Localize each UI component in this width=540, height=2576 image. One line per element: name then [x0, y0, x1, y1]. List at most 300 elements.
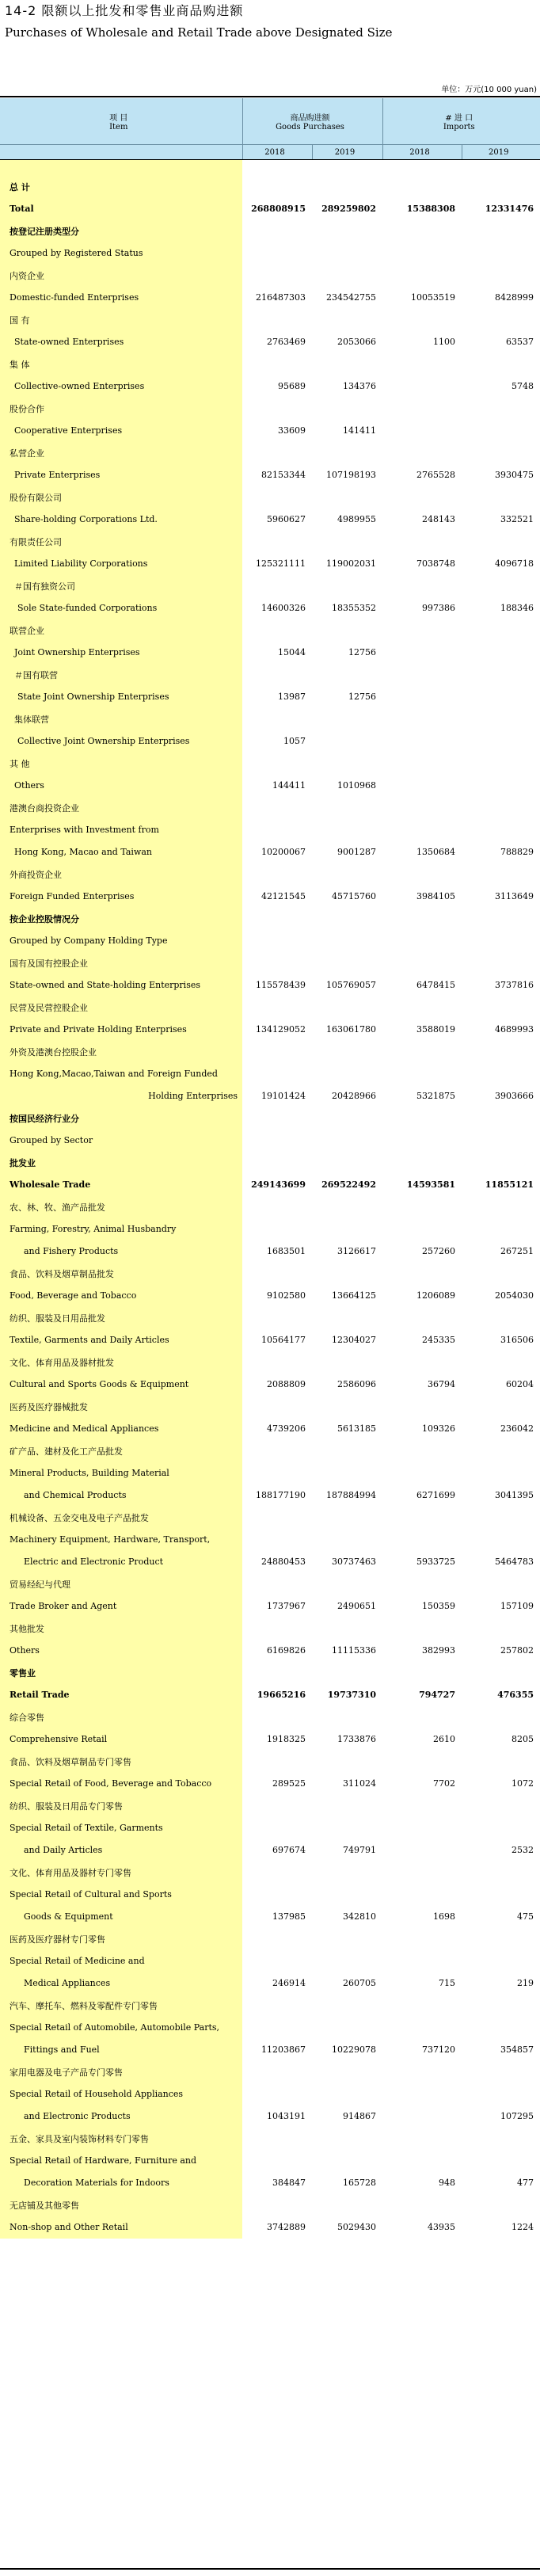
row-value: 997386 [382, 597, 462, 619]
row-value: 10229078 [312, 2039, 382, 2061]
row-value [462, 819, 540, 841]
table-row [0, 2172, 540, 2194]
table-row [0, 1484, 540, 1507]
table-row [0, 575, 540, 597]
row-value [242, 1706, 312, 1728]
row-value [382, 996, 462, 1019]
row-value [312, 2017, 382, 2039]
row-value [462, 930, 540, 952]
row-value [462, 1884, 540, 1906]
row-value: 188346 [462, 597, 540, 619]
row-value [242, 1529, 312, 1551]
row-value [382, 1041, 462, 1063]
table-row [0, 930, 540, 952]
spacer-row [0, 160, 540, 176]
row-value: 134376 [312, 375, 382, 398]
table-row [0, 464, 540, 486]
row-value: 3126617 [312, 1240, 382, 1263]
row-label: 港澳台商投资企业 [0, 797, 242, 819]
row-value [382, 686, 462, 708]
row-value [242, 1950, 312, 1972]
row-value [462, 642, 540, 664]
row-label: 农、林、牧、渔产品批发 [0, 1196, 242, 1218]
table-row [0, 1862, 540, 1884]
row-value: 749791 [312, 1839, 382, 1862]
row-value: 36794 [382, 1374, 462, 1396]
table-row [0, 730, 540, 753]
row-value: 1683501 [242, 1240, 312, 1263]
row-value: 11115336 [312, 1640, 382, 1662]
row-value [382, 664, 462, 686]
row-value: 1918325 [242, 1728, 312, 1751]
table-row [0, 1972, 540, 1995]
row-value [462, 730, 540, 753]
row-value: 697674 [242, 1839, 312, 1862]
row-label: 纺织、服装及日用品专门零售 [0, 1795, 242, 1817]
table-row [0, 775, 540, 797]
row-label: 总 计 [0, 176, 242, 198]
header-year: 2019 [312, 145, 382, 160]
row-value [382, 952, 462, 974]
table-row [0, 1595, 540, 1618]
row-value: 165728 [312, 2172, 382, 2194]
row-value: 15044 [242, 642, 312, 664]
row-label: ＃国有独资公司 [0, 575, 242, 597]
row-value [312, 930, 382, 952]
row-label: Wholesale Trade [0, 1174, 242, 1196]
row-value [312, 819, 382, 841]
row-label: 联营企业 [0, 619, 242, 642]
row-value: 2088809 [242, 1374, 312, 1396]
row-value [462, 220, 540, 242]
title-block [5, 3, 535, 41]
row-value [382, 2083, 462, 2105]
row-value: 267251 [462, 1240, 540, 1263]
row-label: 股份有限公司 [0, 486, 242, 509]
row-value: 9102580 [242, 1285, 312, 1307]
table-row [0, 1263, 540, 1285]
table-row [0, 1019, 540, 1041]
row-value: 150359 [382, 1595, 462, 1618]
row-value [462, 398, 540, 420]
table-row [0, 265, 540, 287]
row-value [312, 1995, 382, 2017]
row-value: 354857 [462, 2039, 540, 2061]
row-value [242, 242, 312, 265]
table-row [0, 2105, 540, 2128]
table-row [0, 1507, 540, 1529]
row-value [242, 1884, 312, 1906]
row-value [312, 797, 382, 819]
row-value: 2490651 [312, 1595, 382, 1618]
row-label: 文化、体育用品及器材批发 [0, 1351, 242, 1374]
row-value: 10053519 [382, 287, 462, 309]
row-value [382, 1396, 462, 1418]
header-item [0, 98, 242, 145]
row-label: 按登记注册类型分 [0, 220, 242, 242]
row-value [382, 1662, 462, 1684]
table-row [0, 642, 540, 664]
table-row [0, 1440, 540, 1462]
table-row [0, 220, 540, 242]
row-value: 6478415 [382, 974, 462, 996]
row-label: 私营企业 [0, 442, 242, 464]
row-value: 3737816 [462, 974, 540, 996]
table-row [0, 1329, 540, 1351]
row-value: 137985 [242, 1906, 312, 1928]
row-value [462, 1862, 540, 1884]
row-value [312, 1795, 382, 1817]
row-value [242, 2061, 312, 2083]
row-value: 1010968 [312, 775, 382, 797]
row-label: 文化、体育用品及器材专门零售 [0, 1862, 242, 1884]
row-label: 股份合作 [0, 398, 242, 420]
row-value [382, 642, 462, 664]
row-value [462, 1928, 540, 1950]
row-value [242, 486, 312, 509]
row-value: 5960627 [242, 509, 312, 531]
row-label: Total [0, 198, 242, 220]
row-value [242, 442, 312, 464]
row-value [462, 1307, 540, 1329]
table-row [0, 1085, 540, 1107]
table-row [0, 1573, 540, 1595]
row-value [382, 265, 462, 287]
row-value: 187884994 [312, 1484, 382, 1507]
table-row [0, 1396, 540, 1418]
row-value: 737120 [382, 2039, 462, 2061]
table-row [0, 952, 540, 974]
table-row [0, 486, 540, 509]
row-label: State-owned Enterprises [0, 331, 242, 353]
row-value [462, 353, 540, 375]
row-value: 20428966 [312, 1085, 382, 1107]
row-value: 475 [462, 1906, 540, 1928]
row-value: 715 [382, 1972, 462, 1995]
row-value [462, 242, 540, 265]
table-row [0, 1618, 540, 1640]
row-value: 5613185 [312, 1418, 382, 1440]
row-value: 3041395 [462, 1484, 540, 1507]
row-value [382, 1884, 462, 1906]
row-value [312, 1152, 382, 1174]
row-value [312, 1862, 382, 1884]
table-row [0, 1706, 540, 1728]
header-item-en: Item [109, 123, 128, 131]
row-value [312, 1573, 382, 1595]
row-label: Non-shop and Other Retail [0, 2216, 242, 2239]
row-value: 13664125 [312, 1285, 382, 1307]
table-row [0, 841, 540, 863]
row-value [382, 1507, 462, 1529]
row-label: Special Retail of Medicine and [0, 1950, 242, 1972]
row-label: Machinery Equipment, Hardware, Transport, [0, 1529, 242, 1551]
row-value: 14593581 [382, 1174, 462, 1196]
row-value [312, 1817, 382, 1839]
row-label: 外资及港澳台控股企业 [0, 1041, 242, 1063]
row-value [382, 708, 462, 730]
table-row [0, 1174, 540, 1196]
row-label: Cooperative Enterprises [0, 420, 242, 442]
row-value [242, 575, 312, 597]
row-value: 2765528 [382, 464, 462, 486]
row-value [242, 1307, 312, 1329]
row-value: 188177190 [242, 1484, 312, 1507]
row-value: 125321111 [242, 553, 312, 575]
row-value: 4689993 [462, 1019, 540, 1041]
row-value [242, 863, 312, 886]
row-value [242, 819, 312, 841]
row-value [462, 1795, 540, 1817]
row-value [382, 1862, 462, 1884]
row-value: 3113649 [462, 886, 540, 908]
row-label: 其他批发 [0, 1618, 242, 1640]
row-value [242, 1751, 312, 1773]
row-value [312, 1884, 382, 1906]
row-value [382, 2150, 462, 2172]
row-value [312, 2128, 382, 2150]
row-value: 2053066 [312, 331, 382, 353]
row-label: Sole State-funded Corporations [0, 597, 242, 619]
row-value [242, 1041, 312, 1063]
row-label: 民营及民营控股企业 [0, 996, 242, 1019]
row-value: 269522492 [312, 1174, 382, 1196]
row-value [242, 1862, 312, 1884]
row-value [312, 1107, 382, 1130]
row-value [382, 1152, 462, 1174]
row-label: Private Enterprises [0, 464, 242, 486]
row-value [462, 265, 540, 287]
row-value [242, 952, 312, 974]
row-value [462, 531, 540, 553]
row-label: Mineral Products, Building Material [0, 1462, 242, 1484]
table-row [0, 1684, 540, 1706]
table-row [0, 1374, 540, 1396]
row-value [382, 1995, 462, 2017]
table-row [0, 176, 540, 198]
table-row [0, 1529, 540, 1551]
row-value [312, 2083, 382, 2105]
row-value: 2054030 [462, 1285, 540, 1307]
row-value [462, 863, 540, 886]
row-value: 19737310 [312, 1684, 382, 1706]
row-value [242, 1218, 312, 1240]
table-row [0, 1196, 540, 1218]
row-value: 476355 [462, 1684, 540, 1706]
row-label: 集 体 [0, 353, 242, 375]
row-value [462, 797, 540, 819]
row-value [462, 1618, 540, 1640]
row-value [242, 531, 312, 553]
row-value [312, 531, 382, 553]
table-row [0, 1418, 540, 1440]
header-goods-purchases [242, 98, 382, 145]
row-value [462, 908, 540, 930]
table-row [0, 996, 540, 1019]
row-value [312, 309, 382, 331]
table-row [0, 2083, 540, 2105]
data-table [0, 98, 540, 2239]
row-label: Collective-owned Enterprises [0, 375, 242, 398]
row-value [242, 220, 312, 242]
row-value [382, 2128, 462, 2150]
row-value [462, 664, 540, 686]
table-row [0, 1130, 540, 1152]
page-title-en: Purchases of Wholesale and Retail Trade above Designated Size [5, 25, 393, 40]
row-value: 42121545 [242, 886, 312, 908]
row-value [382, 442, 462, 464]
table-row [0, 863, 540, 886]
row-value [462, 1263, 540, 1285]
row-value [382, 1817, 462, 1839]
row-value: 24880453 [242, 1551, 312, 1573]
row-value [312, 1396, 382, 1418]
row-value [382, 353, 462, 375]
row-value: 5029430 [312, 2216, 382, 2239]
table-row [0, 1351, 540, 1374]
row-value [382, 242, 462, 265]
row-value [242, 1396, 312, 1418]
row-value: 4096718 [462, 553, 540, 575]
row-value [242, 1817, 312, 1839]
row-value [312, 1041, 382, 1063]
row-value [462, 1041, 540, 1063]
unit-note: 单位：万元(10 000 yuan) [441, 86, 537, 94]
row-label: Medicine and Medical Appliances [0, 1418, 242, 1440]
row-label: Share-holding Corporations Ltd. [0, 509, 242, 531]
row-label: Others [0, 1640, 242, 1662]
row-label: 国 有 [0, 309, 242, 331]
row-value [242, 664, 312, 686]
row-value [462, 2150, 540, 2172]
row-value [462, 176, 540, 198]
row-label: Trade Broker and Agent [0, 1595, 242, 1618]
row-value [462, 442, 540, 464]
row-value [242, 908, 312, 930]
row-value [242, 708, 312, 730]
row-value [312, 1662, 382, 1684]
table-row [0, 1906, 540, 1928]
row-value: 10200067 [242, 841, 312, 863]
row-label: Others [0, 775, 242, 797]
row-value: 107198193 [312, 464, 382, 486]
row-value [242, 1196, 312, 1218]
row-value [462, 1995, 540, 2017]
header-gp-en: Goods Purchases [276, 123, 344, 131]
row-value [242, 1507, 312, 1529]
header-blank [0, 145, 242, 160]
row-value: 477 [462, 2172, 540, 2194]
header-imp-cn: # 进 口 [445, 114, 473, 123]
row-value [462, 1662, 540, 1684]
row-value: 948 [382, 2172, 462, 2194]
row-label: 综合零售 [0, 1706, 242, 1728]
row-value [462, 486, 540, 509]
row-value [462, 1751, 540, 1773]
row-value: 4739206 [242, 1418, 312, 1440]
row-label: Enterprises with Investment from [0, 819, 242, 841]
row-value: 141411 [312, 420, 382, 442]
row-value [462, 1529, 540, 1551]
row-label: Retail Trade [0, 1684, 242, 1706]
row-value [382, 2061, 462, 2083]
row-value [312, 1618, 382, 1640]
row-label: Special Retail of Food, Beverage and Tobacco [0, 1773, 242, 1795]
row-label: 按企业控股情况分 [0, 908, 242, 930]
row-value [382, 176, 462, 198]
row-value: 257260 [382, 1240, 462, 1263]
row-label: Grouped by Registered Status [0, 242, 242, 265]
row-value [242, 1662, 312, 1684]
row-label: Special Retail of Textile, Garments [0, 1817, 242, 1839]
row-label: 机械设备、五金交电及电子产品批发 [0, 1507, 242, 1529]
row-value [312, 486, 382, 509]
row-label: Farming, Forestry, Animal Husbandry [0, 1218, 242, 1240]
row-label: 矿产品、建材及化工产品批发 [0, 1440, 242, 1462]
row-value: 794727 [382, 1684, 462, 1706]
table-row [0, 1240, 540, 1263]
row-value: 43935 [382, 2216, 462, 2239]
row-value [382, 819, 462, 841]
row-label: and Fishery Products [0, 1240, 242, 1263]
row-value [382, 730, 462, 753]
row-value [312, 996, 382, 1019]
row-value: 18355352 [312, 597, 382, 619]
row-value: 60204 [462, 1374, 540, 1396]
table-row [0, 686, 540, 708]
row-value [242, 1618, 312, 1640]
row-value [242, 753, 312, 775]
row-value [242, 1462, 312, 1484]
row-value [382, 775, 462, 797]
row-label: Joint Ownership Enterprises [0, 642, 242, 664]
row-value: 1057 [242, 730, 312, 753]
row-value: 260705 [312, 1972, 382, 1995]
row-value [312, 1063, 382, 1085]
table-row [0, 2128, 540, 2150]
row-value [242, 1107, 312, 1130]
table-row [0, 1839, 540, 1862]
row-value: 10564177 [242, 1329, 312, 1351]
row-label: Fittings and Fuel [0, 2039, 242, 2061]
row-value [462, 1107, 540, 1130]
row-label: Holding Enterprises [0, 1085, 242, 1107]
row-value: 8205 [462, 1728, 540, 1751]
row-value [462, 1440, 540, 1462]
row-label: Special Retail of Cultural and Sports [0, 1884, 242, 1906]
row-value [462, 2128, 540, 2150]
row-value [382, 398, 462, 420]
row-value: 1224 [462, 2216, 540, 2239]
row-value [242, 265, 312, 287]
row-value [462, 309, 540, 331]
row-value: 12756 [312, 686, 382, 708]
row-value: 134129052 [242, 1019, 312, 1041]
row-label: Domestic-funded Enterprises [0, 287, 242, 309]
header-year: 2018 [242, 145, 312, 160]
table-row [0, 753, 540, 775]
row-value [242, 619, 312, 642]
row-value [382, 220, 462, 242]
row-value: 144411 [242, 775, 312, 797]
row-value [242, 1795, 312, 1817]
row-value: 332521 [462, 509, 540, 531]
row-label: Collective Joint Ownership Enterprises [0, 730, 242, 753]
row-label: ＃国有联营 [0, 664, 242, 686]
row-value [382, 1618, 462, 1640]
row-value [242, 2150, 312, 2172]
row-value: 63537 [462, 331, 540, 353]
